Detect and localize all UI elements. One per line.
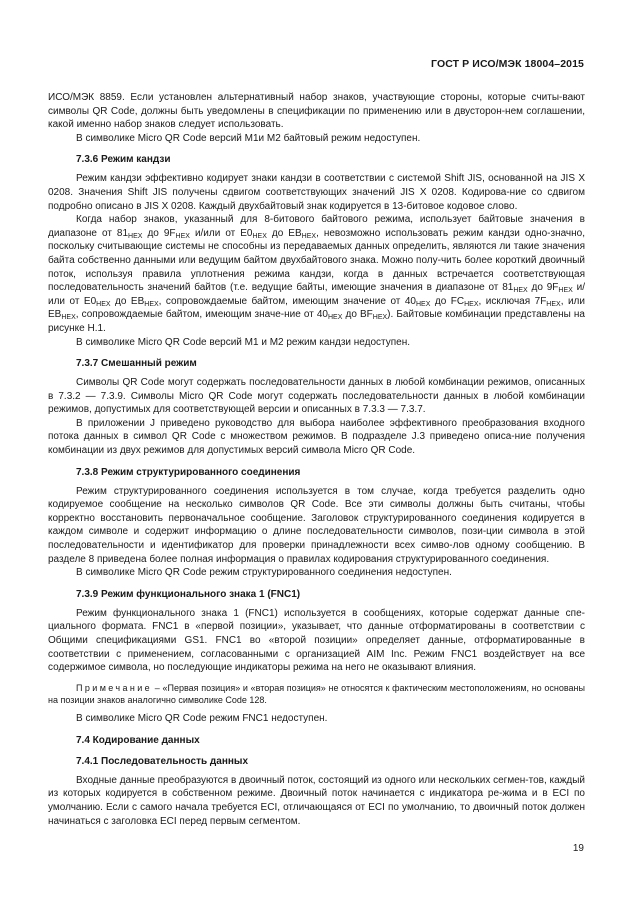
hex-subscript: HEX (328, 314, 343, 322)
paragraph: В символике Micro QR Code версий M1 и M2 режим кандзи недоступен. (76, 336, 410, 348)
hex-subscript: HEX (513, 287, 528, 295)
section-heading-7-3-9: 7.3.9 Режим функционального знака 1 (FNC1) (76, 588, 301, 600)
paragraph: В символике Micro QR Code версий M1и M2 байтовый режим недоступен. (76, 132, 421, 144)
section-heading-7-3-8: 7.3.8 Режим структурированного соединения (76, 466, 301, 478)
paragraph: Режим структурированного соединения используется в том случае, когда требуется разделить одно кодируемое сообщение на несколько символов QR Code. Все эти символы должны быть считаны, чтобы корректно восстановить первоначальное сообщение. Заголовок структурированного соединения кодируется в каждом символе и содержит информацию о длине последовательности символов, пози-ции символа в этой последовательности и идентификатор для проверки принадлежности всех симво-лов одному сообщению. В разделе 8 приведена более полная информация о правилах кодирования структурированного соединения. (48, 485, 585, 565)
paragraph: В символике Micro QR Code режим FNC1 недоступен. (76, 713, 328, 725)
note-label: Примечание (76, 682, 153, 693)
hex-subscript: HEX (301, 232, 317, 240)
hex-subscript: HEX (558, 287, 573, 295)
paragraph: В символике Micro QR Code режим структурированного соединения недоступен. (76, 567, 452, 579)
hex-subscript: HEX (61, 314, 76, 322)
paragraph: Символы QR Code могут содержать последовательности данных в любой комбинации режимов, описанных в 7.3.2 — 7.3.9. Символы Micro QR Code могут содержать последовательности данных в любой комбинации режимов, допустимых для соответствующей версии и описанных в 7.3.3 — 7.3.7. (48, 377, 585, 416)
hex-subscript: HEX (372, 314, 388, 322)
hex-subscript: HEX (144, 300, 159, 308)
note (48, 682, 585, 706)
document-header: ГОСТ Р ИСО/МЭК 18004–2015 (431, 58, 584, 70)
hex-subscript: HEX (546, 300, 561, 308)
paragraph: В приложении J приведено руководство для выбора наиболее эффективного преобразования входного потока данных в символ QR Code с множеством режимов. В подразделе J.3 приведено описа-ние получения комбинации из двух режимов для допустимых версий символа Micro QR Code. (48, 417, 585, 457)
hex-subscript: HEX (464, 300, 479, 308)
section-heading-7-4: 7.4 Кодирование данных (76, 734, 200, 746)
paragraph: Режим кандзи эффективно кодирует знаки кандзи в соответствии с системой Shift JIS, основанной на JIS X 0208. Значения Shift JIS получены сдвигом соответствующих значений JIS X 0208. Кодирова-ние со сдвигом подробно описано в JIS X 0208. Каждый двухбайтовый знак кодируется в 13-битовое кодовое слово. (48, 173, 585, 212)
hex-subscript: HEX (96, 300, 111, 308)
hex-subscript: HEX (415, 300, 431, 308)
hex-subscript: HEX (175, 232, 190, 240)
paragraph: Режим функционального знака 1 (FNC1) используется в сообщениях, которые содержат данные спе-циального формата. FNC1 в «первой позиции», указывает, что данные отформатированы в соответствии с Общими спецификациями GS1. FNC1 во «второй позиции» определяет данные, отформатированные в соответствии с применением, согласованными с организацией AIM Inc. Режим FNC1 воздействует на все содержимое символа, но последующие индикаторы режима на него не оказывают влияния. (48, 607, 585, 674)
section-heading-7-4-1: 7.4.1 Последовательность данных (76, 755, 249, 767)
hex-subscript: HEX (252, 232, 267, 240)
paragraph: Входные данные преобразуются в двоичный поток, состоящий из одного или нескольких сегмен-тов, каждый из которых кодируется в собственном режиме. Двоичный поток начинается с индикатора ре-жима и в ECI по умолчанию. Если с самого начала требуется ECI, отличающаяся от ECI по умолчанию, то двоичный поток должен начинаться с заголовка ECI перед первым сегментом. (48, 774, 585, 827)
page-number: 19 (572, 843, 584, 854)
hex-subscript: HEX (128, 232, 143, 240)
document-body (48, 91, 585, 828)
section-heading-7-3-6: 7.3.6 Режим кандзи (76, 154, 171, 166)
paragraph-kanji-ranges: Когда набор знаков, указанный для 8-битового байтового режима, использует байтовые значения в диапазоне от $81_{HEX}$ до $9F_{HEX}$ и/или от $E0_{HEX}$ до $EB_{HEX}$, невозможно использовать режим кандзи одно-значно, поскольку считывающие системы не способны из передаваемых данных определить, являются ли такие значения байта собственно данными или ведущим байтом двухбайтового знака. Можно полу-чить более короткий двоичный поток, используя правила уплотнения режима кандзи, когда в данных встречается соответствующая последовательность значений байтов (т.е. ведущие байты, имеющие значения в диапазоне от $81_{HEX}$ до $9F_{HEX}$ и/или от $E0_{HEX}$ до $EB_{HEX}$, сопровождаемые байтом, имеющим значение от $40_{HEX}$ до $FC_{HEX}$, исключая $7F_{HEX}$, или $EB_{HEX}$, сопровождаемые байтом, имеющим значе-ние от $40_{HEX}$ до $BF_{HEX}$). Байтовые комбинации представлены на рисунке H.1. (48, 214, 586, 334)
paragraph: ИСО/МЭК 8859. Если установлен альтернативный набор знаков, участвующие стороны, которые считы-вают символы QR Code, должны быть уведомлены в спецификации по применению или в двусторон-нем соглашении, какой именно набор знаков следует использовать. (48, 92, 585, 131)
section-heading-7-3-7: 7.3.7 Смешанный режим (76, 358, 197, 370)
note-text: – «Первая позиция» и «вторая позиция» не относятся к фактическим местоположениям, но основаны на позиции знаков аналогично символике Code 128. (48, 682, 585, 705)
